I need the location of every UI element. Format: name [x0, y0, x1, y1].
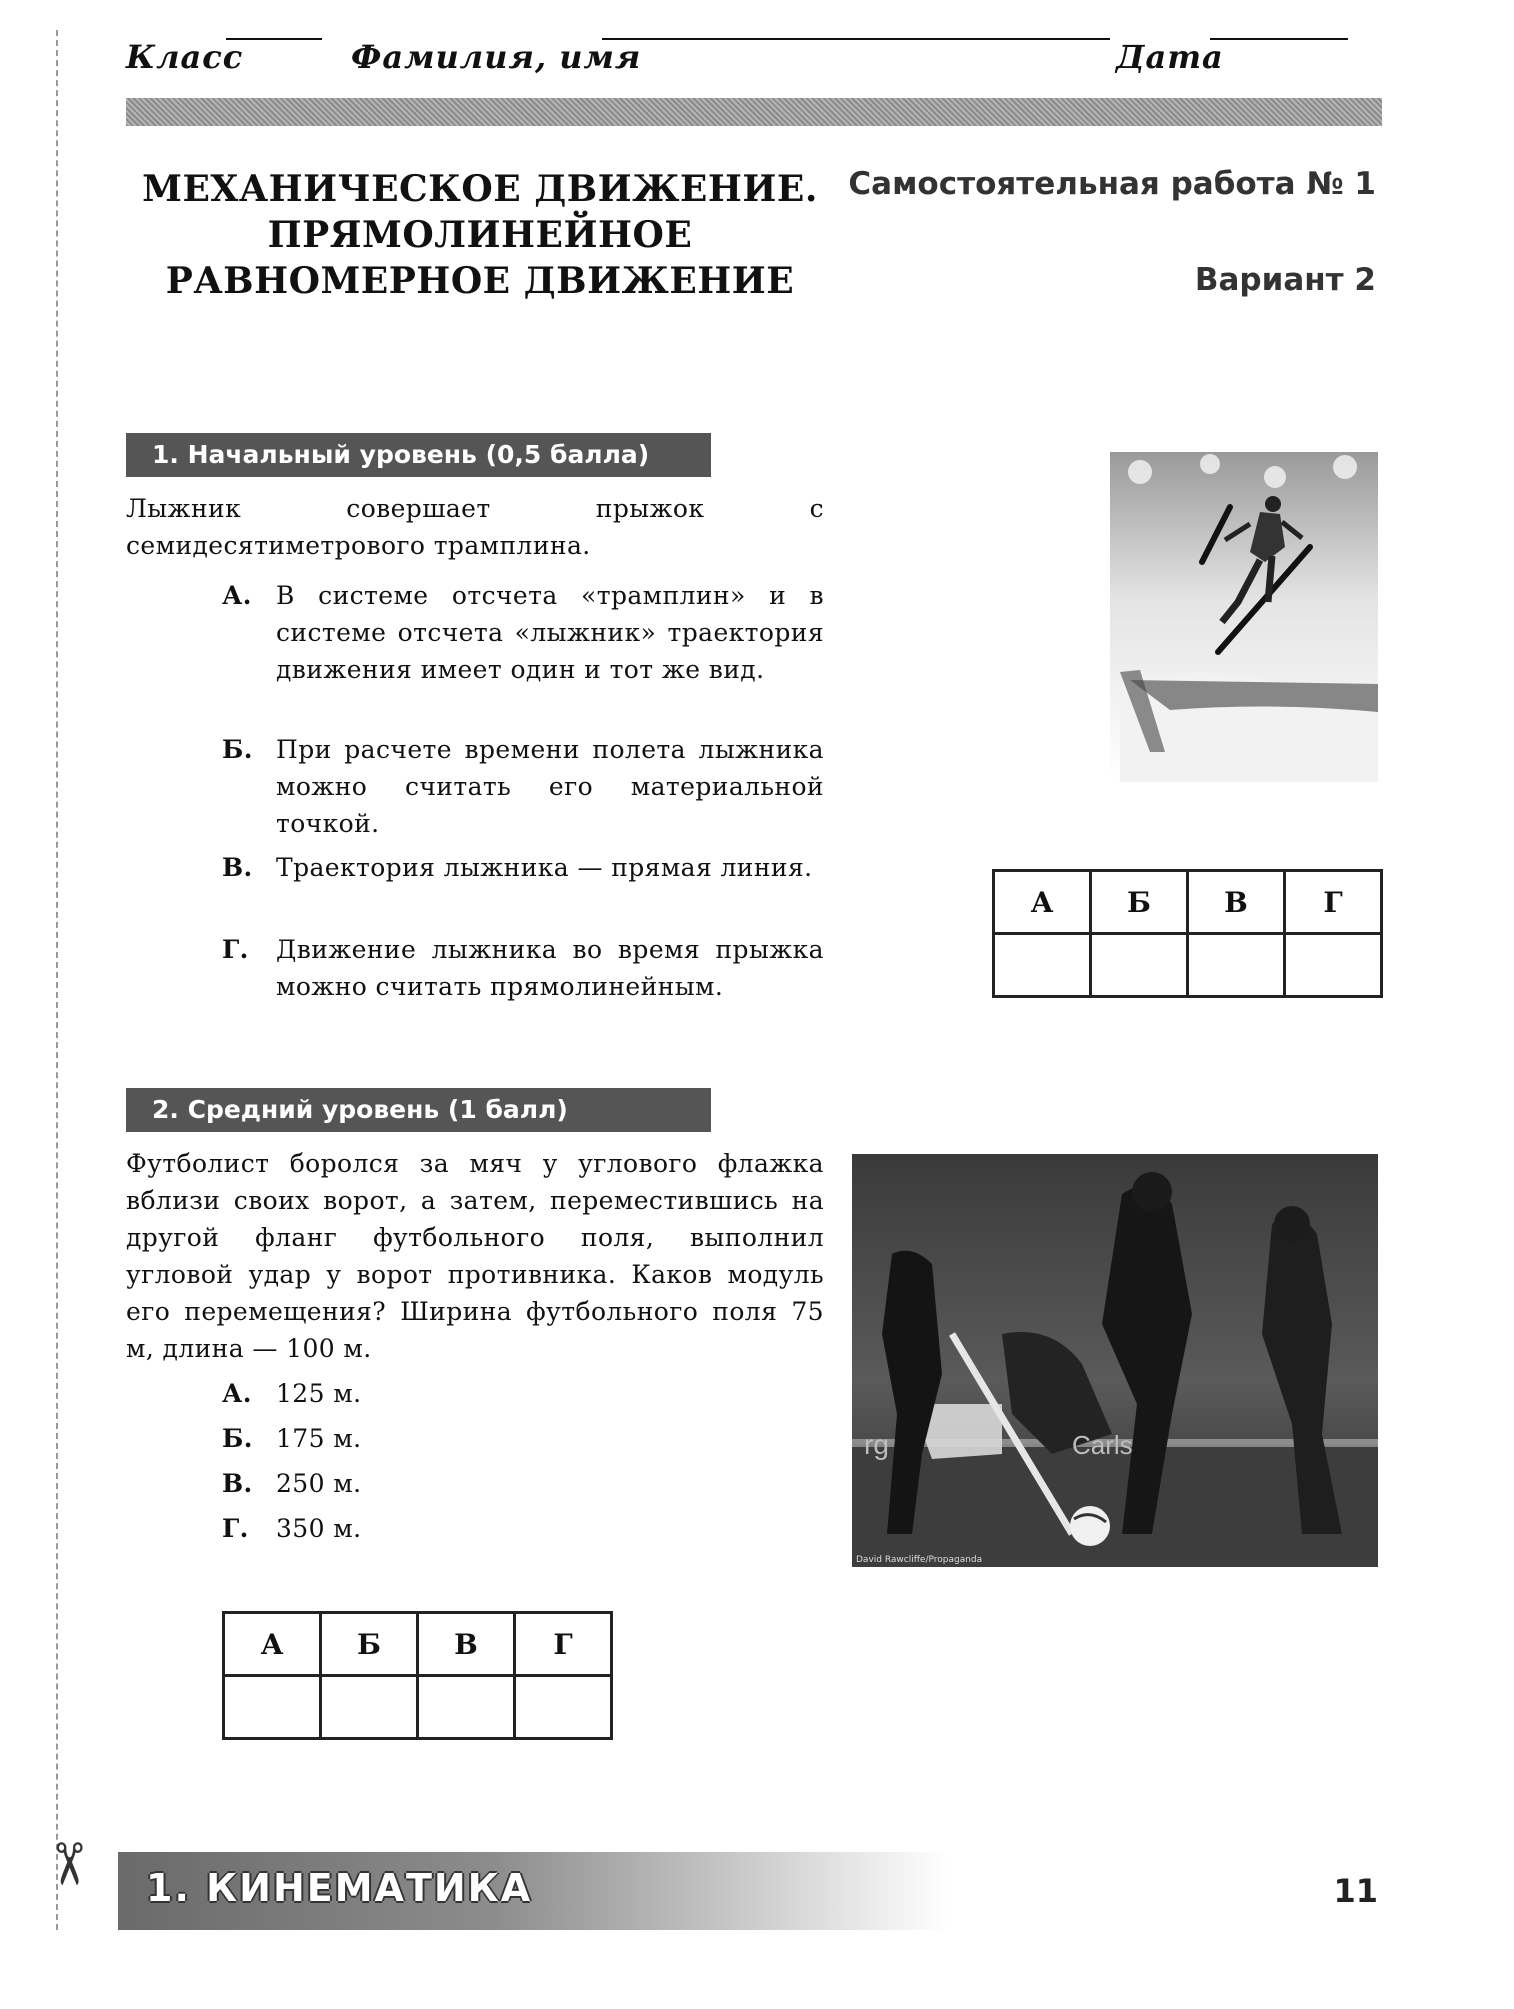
name-label: Фамилия, имя [351, 38, 642, 76]
option-letter: А. [222, 1379, 252, 1408]
variant-label: Вариант 2 [1194, 262, 1376, 298]
answer-header-a: А [224, 1613, 321, 1676]
task2-option-c [222, 1465, 622, 1502]
date-label: Дата [1116, 38, 1224, 76]
page-number: 11 [1333, 1872, 1378, 1910]
option-letter: В. [222, 1469, 253, 1498]
section-title: 1. КИНЕМАТИКА [146, 1866, 533, 1910]
task1-option-b [222, 731, 824, 842]
cut-line [56, 30, 58, 1930]
answer-cell-c[interactable] [418, 1676, 515, 1739]
option-text: При расчете времени полета лыжника можно считать его материальной точкой. [276, 735, 824, 838]
task2-answer-table [222, 1611, 613, 1740]
option-text: 125 м. [276, 1379, 362, 1408]
option-text: 250 м. [276, 1469, 362, 1498]
option-text: Движение лыжника во время прыжка можно считать прямолинейным. [276, 935, 824, 1001]
header-divider-bar [126, 98, 1382, 126]
option-letter: А. [222, 581, 252, 610]
answer-header-row [224, 1613, 612, 1676]
answer-cell-d[interactable] [1285, 934, 1382, 997]
student-info-header [126, 38, 1350, 88]
option-letter: Б. [222, 735, 253, 764]
option-text: 350 м. [276, 1514, 362, 1543]
ski-jumper-photo [1110, 452, 1378, 782]
task1-option-c [222, 849, 824, 886]
task2-option-b [222, 1420, 622, 1457]
name-field[interactable] [602, 38, 1110, 40]
work-title: Самостоятельная работа № 1 [848, 166, 1376, 202]
answer-cell-c[interactable] [1188, 934, 1285, 997]
task2-text: Футболист боролся за мяч у углового флажка вблизи своих ворот, а затем, переместившись на другой фланг футбольного поля, выполнил угловой удар у ворот противника. Каков модуль его перемещения? Ширина футбольного поля 75 м, длина — 100 м. [126, 1149, 824, 1363]
answer-cell-a[interactable] [994, 934, 1091, 997]
option-text: В системе отсчета «трамплин» и в системе отсчета «лыжник» траектория движения имеет один и тот же вид. [276, 581, 824, 684]
svg-text:rg: rg [864, 1429, 889, 1460]
ski-jumper-illustration [1110, 452, 1378, 782]
answer-header-b: Б [321, 1613, 418, 1676]
task2-option-d [222, 1510, 622, 1547]
task1-answer-table [992, 869, 1383, 998]
date-field[interactable] [1210, 38, 1348, 40]
class-label: Класс [126, 38, 244, 76]
answer-header-b: Б [1091, 871, 1188, 934]
answer-input-row [224, 1676, 612, 1739]
task1-option-a [222, 577, 824, 688]
option-letter: В. [222, 853, 253, 882]
answer-header-d: Г [1285, 871, 1382, 934]
answer-cell-b[interactable] [321, 1676, 418, 1739]
answer-header-row [994, 871, 1382, 934]
task1-option-d [222, 931, 824, 1005]
topic-title-line-3: РАВНОМЕРНОЕ ДВИЖЕНИЕ [165, 260, 795, 302]
option-text: 175 м. [276, 1424, 362, 1453]
task1-text: Лыжник совершает прыжок с семидесятиметрового трамплина. [126, 494, 824, 560]
option-text: Траектория лыжника — прямая линия. [276, 853, 813, 882]
class-field[interactable] [226, 38, 322, 40]
answer-header-d: Г [515, 1613, 612, 1676]
answer-cell-b[interactable] [1091, 934, 1188, 997]
answer-header-c: В [1188, 871, 1285, 934]
answer-cell-d[interactable] [515, 1676, 612, 1739]
answer-input-row [994, 934, 1382, 997]
svg-text:Carls: Carls [1072, 1430, 1133, 1460]
option-letter: Г. [222, 1514, 249, 1543]
option-letter: Б. [222, 1424, 253, 1453]
topic-title-line-2: ПРЯМОЛИНЕЙНОЕ [267, 214, 693, 256]
scissors-icon: ✂ [34, 1839, 103, 1889]
answer-header-a: А [994, 871, 1091, 934]
football-photo [852, 1154, 1378, 1567]
answer-header-c: В [418, 1613, 515, 1676]
topic-title-line-1: МЕХАНИЧЕСКОЕ ДВИЖЕНИЕ. [142, 168, 818, 210]
photo-credit: David Rawcliffe/Propaganda [856, 1555, 983, 1565]
task2-level-badge: 2. Средний уровень (1 балл) [126, 1088, 711, 1132]
task1-level-badge: 1. Начальный уровень (0,5 балла) [126, 433, 711, 477]
answer-cell-a[interactable] [224, 1676, 321, 1739]
task2-option-a [222, 1375, 622, 1412]
football-illustration [852, 1154, 1378, 1567]
topic-title [140, 166, 820, 304]
option-letter: Г. [222, 935, 249, 964]
